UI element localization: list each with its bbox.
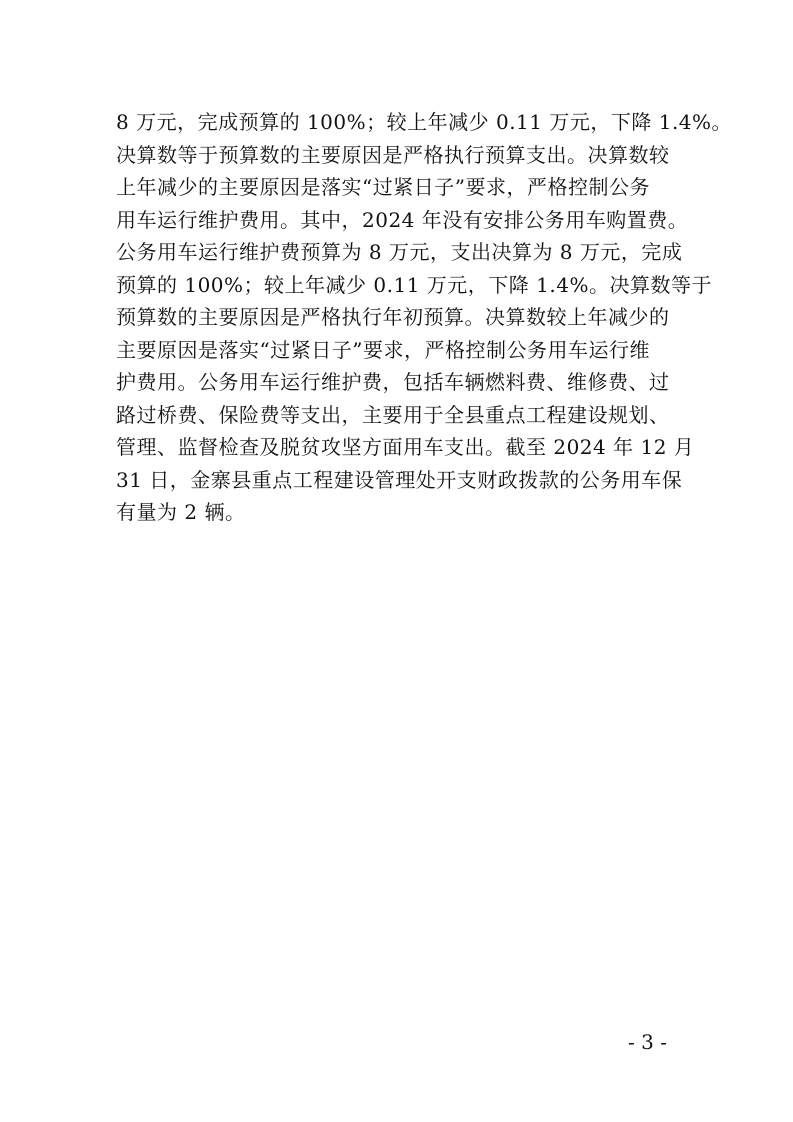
text-line: 31 日，金寨县重点工程建设管理处开支财政拨款的公务用车保 [116,467,683,492]
text-line: 管理、监督检查及脱贫攻坚方面用车支出。截至 2024 年 12 月 [116,435,695,459]
document-body [116,106,733,529]
text-line: 决算数等于预算数的主要原因是严格执行预算支出。决算数较 [116,142,670,167]
text-line: 有量为 2 辆。 [116,500,246,524]
text-line: 8 万元，完成预算的 100%；较上年减少 0.11 万元，下降 1.4%。 [116,110,733,134]
page-number: - 3 - [628,1030,667,1054]
text-line: 路过桥费、保险费等支出，主要用于全县重点工程建设规划、 [116,402,670,427]
text-line: 护费用。公务用车运行维护费，包括车辆燃料费、维修费、过 [116,370,670,394]
text-line: 上年减少的主要原因是落实“过紧日子”要求，严格控制公务 [116,175,650,199]
text-line: 公务用车运行维护费预算为 8 万元，支出决算为 8 万元，完成 [116,240,683,264]
text-line: 主要原因是落实“过紧日子”要求，严格控制公务用车运行维 [116,337,650,362]
text-line: 预算数的主要原因是严格执行年初预算。决算数较上年减少的 [116,305,670,329]
text-line: 预算的 100%；较上年减少 0.11 万元，下降 1.4%。决算数等于 [116,272,712,297]
text-line: 用车运行维护费用。其中，2024 年没有安排公务用车购置费。 [116,207,689,232]
